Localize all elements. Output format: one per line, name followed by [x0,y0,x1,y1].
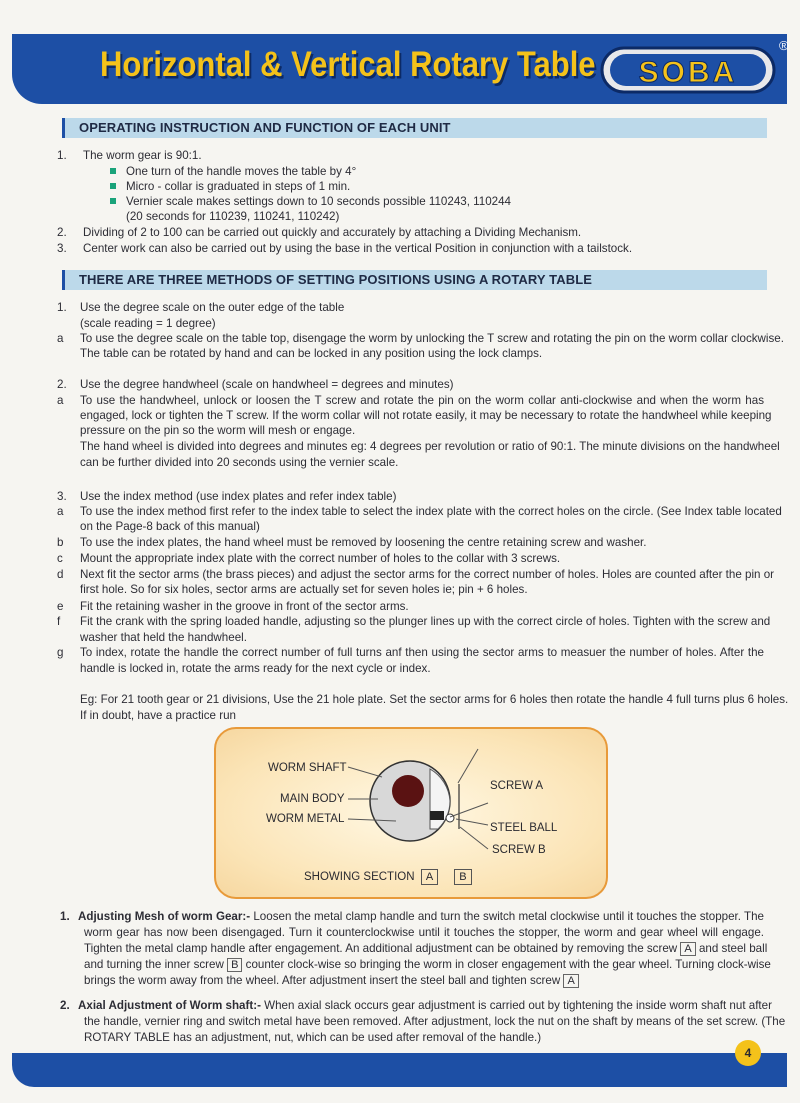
method-text: pressure on the pin so the worm will mesh or engage. [80,424,356,437]
section-box-a: A [421,869,438,885]
label-screw-b: SCREW B [492,844,546,856]
method-text: To index, rotate the handle the correct number of full turns anf then using the sector arms to measuer the number of holes. After the [80,646,764,659]
label-screw-a: SCREW A [490,780,544,792]
adjust-text: and steel ball [695,942,768,955]
section-box-b: B [454,869,471,885]
bullet-icon [110,198,116,204]
list-item: Center work can also be carried out by using the base in the vertical Position in conjunction with a tailstock. [83,242,633,255]
adjust-text: ROTARY TABLE has an adjustment, nut, which can be used after removal of the handle.) [84,1031,542,1044]
method-text: can be further divided into 20 seconds using the vernier scale. [80,456,399,469]
adjust-paragraph-line [84,957,771,972]
header-band [12,34,787,104]
method-text: To use the degree scale on the table top, disengage the worm by unlocking the T screw and rotating the pin on the worm collar clockwise. [80,332,784,345]
method-text: Mount the appropriate index plate with the correct number of holes to the collar with 3 screws. [80,552,561,565]
method-text: engaged, lock or tighten the T screw. If the worm collar will not rotate easily, it may be necessary to rotate the handwheel while keeping [80,409,772,422]
method-text: first hole. So for six holes, sector arms are actually set for seven holes ie; pin + 6 holes. [80,583,528,596]
label-worm-metal: WORM METAL [266,813,345,825]
list-letter: d [57,568,64,581]
adjust-heading: Adjusting Mesh of worm Gear:- [78,910,251,923]
bullet-item: Vernier scale makes settings down to 10 seconds possible 110243, 110244 [126,195,511,208]
adjust-text: and turning the inner screw [84,958,224,971]
bullet-icon [110,183,116,189]
list-letter: a [57,505,64,518]
list-number: 1. [57,301,67,314]
method-text: Fit the retaining washer in the groove in front of the sector arms. [80,600,409,613]
adjust-text: Loosen the metal clamp handle and turn the switch metal clockwise until it touches the stopper. The [250,910,765,923]
list-number: 1. [57,149,67,162]
bullet-item-continued: (20 seconds for 110239, 110241, 110242) [126,210,340,223]
list-number: 3. [57,242,67,255]
method-text: Use the degree handwheel (scale on handwheel = degrees and minutes) [80,378,454,391]
method-text: To use the index plates, the hand wheel must be removed by loosening the centre retaining screw and washer. [80,536,647,549]
method-text: Next fit the sector arms (the brass pieces) and adjust the sector arms for the correct number of holes. Holes are counted after the pin or [80,568,775,581]
list-letter: a [57,332,64,345]
list-letter: c [57,552,63,565]
soba-logo [600,44,776,96]
method-text: (scale reading = 1 degree) [80,317,216,330]
showing-section-caption [304,869,472,885]
adjust-paragraph-line [84,973,579,988]
adjust-text: counter clock-wise so bringing the worm in closer engagement with the gear wheel. Turning clock-wise [242,958,771,971]
list-item: Dividing of 2 to 100 can be carried out quickly and accurately by attaching a Dividing Mechanism. [83,226,582,239]
list-letter: g [57,646,64,659]
screw-a-box: A [563,974,578,988]
method-text: The table can be rotated by hand and can be locked in any position using the lock clamps. [80,347,543,360]
list-number: 1. [60,910,70,923]
registered-mark: ® [779,38,789,53]
section-heading-text: THERE ARE THREE METHODS OF SETTING POSITIONS USING A ROTARY TABLE [79,272,593,287]
footer-band [12,1053,787,1087]
example-text: If in doubt, have a practice run [80,709,236,722]
worm-section-diagram [214,727,608,899]
adjust-paragraph-line [84,941,767,956]
section-heading-operating [62,118,767,138]
adjust-text: Tighten the metal clamp handle after engagement. An additional adjustment can be obtained by removing the screw [84,942,678,955]
bullet-item: One turn of the handle moves the table by 4° [126,165,357,178]
method-text: To use the index method first refer to the index table to select the index plate with the correct holes on the circle. (See Index table located [80,505,782,518]
list-number: 3. [57,490,67,503]
logo-text: SOBA [638,56,738,89]
adjust-heading: Axial Adjustment of Worm shaft:- [78,999,261,1012]
showing-section-text: SHOWING SECTION [304,871,415,883]
adjust-text: worm gear has now been disengaged. Turn it counterclockwise until it touches the stopper, the worm and gear wheel will engage. [84,926,764,939]
screw-a-box: A [680,942,695,956]
method-text: Use the degree scale on the outer edge of the table [80,301,345,314]
list-letter: a [57,394,64,407]
method-text: handle is locked in, rotate the arms ready for the next cycle or index. [80,662,431,675]
bullet-item: Micro - collar is graduated in steps of 1 min. [126,180,351,193]
list-letter: f [57,615,61,628]
list-number: 2. [57,378,67,391]
adjust-text: the handle, vernier ring and switch metal have been removed. After adjustment, lock the nut on the shaft by means of the set screw. (The [84,1015,786,1028]
method-text: Use the index method (use index plates and refer index table) [80,490,397,503]
adjust-paragraph-line [78,909,764,924]
list-letter: b [57,536,64,549]
page-title: Horizontal & Vertical Rotary Table [100,44,596,85]
page-number-badge: 4 [735,1040,761,1066]
method-text: Fit the crank with the spring loaded handle, adjusting so the plunger lines up with the correct circle of holes. Tighten with the screw and [80,615,771,628]
section-heading-methods [62,270,767,290]
label-steel-ball: STEEL BALL [490,822,558,834]
method-text: on the Page-8 back of this manual) [80,520,260,533]
list-letter: e [57,600,64,613]
method-text: washer that held the handwheel. [80,631,247,644]
list-number: 2. [57,226,67,239]
list-item: The worm gear is 90:1. [83,149,202,162]
adjust-text: brings the worm away from the wheel. After adjustment insert the steel ball and tighten screw [84,974,561,987]
label-main-body: MAIN BODY [280,793,345,805]
method-text: The hand wheel is divided into degrees and minutes eg: 4 degrees per revolution or ratio of 90:1. The minute divisions on the handwheel [80,440,780,453]
example-text: Eg: For 21 tooth gear or 21 divisions, Use the 21 hole plate. Set the sector arms for 6 holes then rotate the handle 4 full turns plus 6 holes. [80,693,789,706]
bullet-icon [110,168,116,174]
method-text: To use the handwheel, unlock or loosen the T screw and rotate the pin on the worm collar anti-clockwise and when the worm has [80,394,764,407]
adjust-paragraph-line [78,998,772,1013]
section-heading-text: OPERATING INSTRUCTION AND FUNCTION OF EACH UNIT [79,120,451,135]
screw-b-box: B [227,958,242,972]
adjust-text: When axial slack occurs gear adjustment is carried out by tightening the inside worm shaft nut after [260,999,772,1012]
list-number: 2. [60,999,70,1012]
label-worm-shaft: WORM SHAFT [268,762,347,774]
